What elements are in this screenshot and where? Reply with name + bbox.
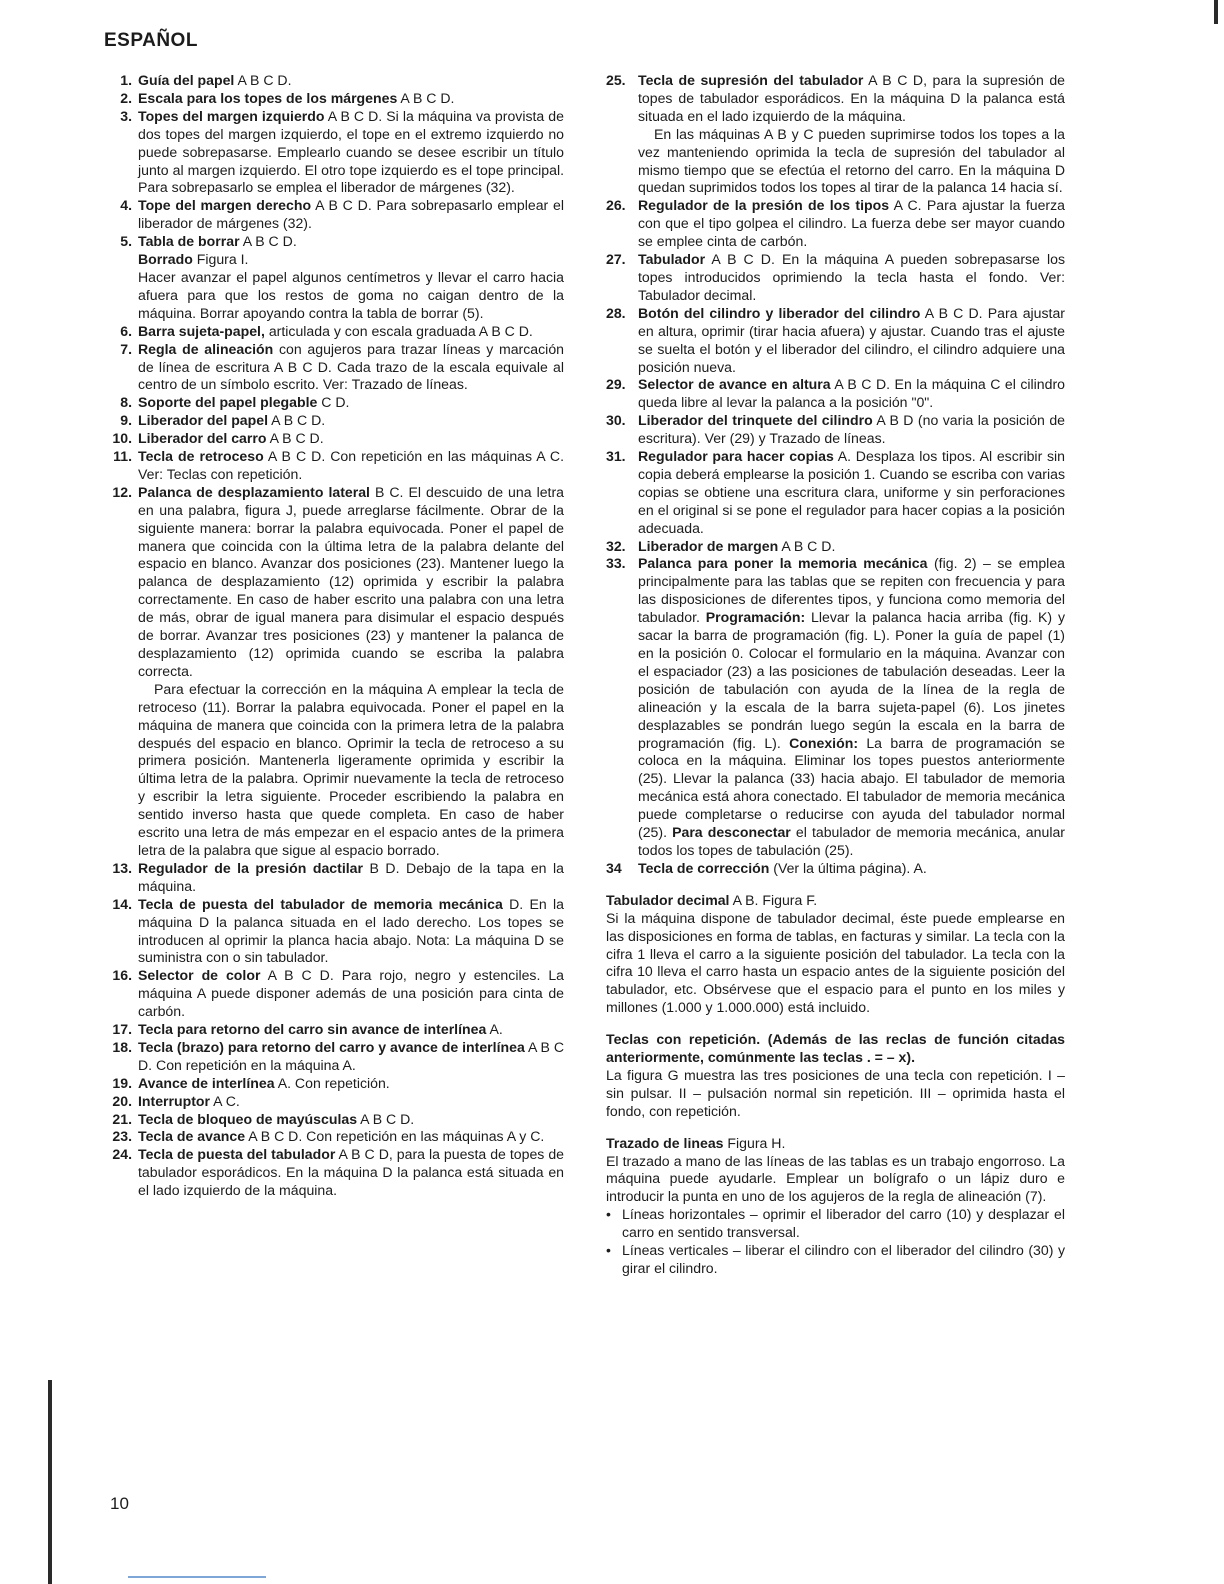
- list-item: [606, 197, 1065, 251]
- item-number: 1.: [120, 72, 132, 88]
- item-text: articulada y con escala graduada A B C D.: [264, 322, 533, 339]
- item-title: Barra sujeta-papel,: [138, 322, 265, 339]
- list-item: [106, 412, 564, 430]
- list-item: [106, 1146, 564, 1200]
- item-text: A B C D. En la máquina A pueden sobrepasarse los topes introducidos oprimiendo la tecla hasta el fondo. Ver: Tabulador decimal.: [638, 251, 1065, 303]
- section-text: A B. Figura F.: [729, 891, 818, 908]
- item-title: Tabulador: [638, 251, 706, 268]
- item-title: Regulador para hacer copias: [638, 448, 834, 465]
- page-heading: ESPAÑOL: [104, 30, 198, 51]
- item-number: 5.: [120, 233, 132, 250]
- item-title: Tecla de retroceso: [138, 448, 264, 465]
- item-number: 18.: [112, 1038, 132, 1055]
- right-column: [606, 72, 1065, 1278]
- list-item: [606, 376, 1065, 412]
- list-item: [106, 1075, 564, 1093]
- item-title: Tecla de bloqueo de mayúsculas: [138, 1110, 358, 1127]
- item-number: 2.: [120, 89, 132, 106]
- item-subtitle: Conexión:: [789, 734, 859, 751]
- list-item: [106, 896, 564, 968]
- item-text: A B C D.: [239, 233, 297, 250]
- list-item: [106, 1021, 564, 1039]
- item-title: Escala para los topes de los márgenes: [138, 89, 398, 106]
- item-number: 21.: [112, 1110, 132, 1127]
- list-item: [606, 72, 1065, 197]
- item-text: C D.: [317, 394, 350, 411]
- list-item: [106, 484, 564, 860]
- item-number: 29.: [606, 376, 626, 393]
- item-text: A B C D, para la supresión de topes de tabulador esporádicos. En la máquina D la palanca está situada en el lado izquierdo de la máquina.: [638, 72, 1065, 124]
- list-item: [606, 448, 1065, 538]
- list-item: [606, 860, 1065, 878]
- item-number: 10.: [112, 430, 132, 447]
- item-text: A B D (no varia la posición de escritura). Ver (29) y Trazado de líneas.: [638, 412, 1066, 447]
- list-item: [106, 72, 564, 90]
- item-title: Guía del papel: [138, 72, 235, 88]
- list-item: [106, 1111, 564, 1129]
- item-text: el tabulador de memoria mecánica, anular todos los topes de tabulación (25).: [638, 824, 1065, 858]
- section-repeat-keys: [606, 1031, 1065, 1121]
- item-title: Avance de interlínea: [138, 1074, 275, 1091]
- item-title: Liberador del trinquete del cilindro: [638, 412, 873, 429]
- page-edge-left: [48, 1380, 52, 1584]
- item-text: A B C D. Si la máquina va provista de dos topes del margen izquierdo, el tope en el extremo izquierdo no puede sobrepasarse. Emplearlo cuando se desee escribir un título junto al margen izquierdo. El otro tope izquierdo es el tope principal. Para sobrepasarlo se emplea el liberador de márgenes (32).: [138, 107, 564, 196]
- item-text: Llevar la palanca hacia arriba (fig. K) y sacar la barra de programación (fig. L). Poner la guía de papel (1) en la posición 0. Colocar el formulario en la máquina. Avanzar con el espaciador (23) a las posiciones de tabulación deseadas. Leer la posición de tabulación con ayuda de la línea de la regla de alineación y la escala de la barra sujeta-papel (6). Los jinetes desplazables se pondrán luego según la escala en la barra de programación (fig. L).: [638, 609, 1065, 751]
- item-paragraph: Hacer avanzar el papel algunos centímetros y llevar el carro hacia afuera para que los restos de goma no caigan dentro de la máquina. Borrar apoyando contra la tabla de borrar (5).: [138, 268, 564, 321]
- item-title: Tecla de supresión del tabulador: [638, 72, 864, 88]
- item-text: A B C D.: [397, 89, 455, 106]
- item-text: A C. Para ajustar la fuerza con que el tipo golpea el cilindro. La fuerza debe ser mayor cuando se emplee cinta de carbón.: [638, 197, 1065, 250]
- item-text: (fig. 2) – se emplea principalmente para las tablas que se repiten con frecuencia y para las disposiciones de diferentes tipos, y funciona como memoria del tabulador.: [638, 555, 1065, 626]
- item-number: 19.: [112, 1074, 132, 1091]
- item-number: 25.: [606, 72, 626, 88]
- list-item: [606, 555, 1065, 859]
- list-item: [106, 394, 564, 412]
- item-number: 7.: [120, 340, 132, 357]
- item-number: 23.: [112, 1128, 132, 1145]
- item-number: 24.: [112, 1146, 132, 1163]
- item-number: 17.: [112, 1021, 132, 1038]
- item-text: A B C D.: [778, 537, 836, 554]
- item-number: 4.: [120, 197, 132, 214]
- item-number: 28.: [606, 304, 626, 321]
- section-paragraph: La figura G muestra las tres posiciones de una tecla con repetición. I – sin pulsar. II – pulsación normal sin repetición. III – oprimida hasta el fondo, con repetición.: [606, 1066, 1065, 1119]
- item-number: 14.: [112, 895, 132, 912]
- list-item: [106, 860, 564, 896]
- item-text: A C.: [210, 1092, 240, 1109]
- item-text: A B C D.: [357, 1110, 415, 1127]
- section-title: Teclas con repetición. (Además de las reclas de función citadas anteriormente, comúnmente las teclas . = – x).: [606, 1031, 1065, 1066]
- item-title: Palanca para poner la memoria mecánica: [638, 555, 928, 572]
- item-text: (Ver la última página). A.: [769, 859, 927, 876]
- item-title: Topes del margen izquierdo: [138, 107, 325, 124]
- item-title: Regulador de la presión dactilar: [138, 859, 363, 876]
- section-paragraph: El trazado a mano de las líneas de las tablas es un trabajo engorroso. La máquina puede ayudarle. Emplear un bolígrafo o un lápiz duro e introducir la punta en uno de los agujeros de la regla de alineación (7).: [606, 1152, 1065, 1205]
- item-title: Tecla de corrección: [638, 859, 770, 876]
- list-item: [106, 323, 564, 341]
- item-title: Tecla de puesta del tabulador: [138, 1146, 336, 1163]
- list-item: [606, 305, 1065, 377]
- item-title: Soporte del papel plegable: [138, 394, 318, 411]
- item-number: 20.: [112, 1092, 132, 1109]
- item-text: A B C D.: [268, 412, 326, 429]
- item-number: 31.: [606, 448, 626, 465]
- item-number: 33.: [606, 555, 626, 572]
- item-subtitle: Borrado: [138, 251, 193, 268]
- item-text: D. En la máquina D la palanca situada en el lado derecho. Los topes se introducen al oprimir la planca hacia abajo. Nota: La máquina D se suministra con o sin tabulador.: [138, 895, 564, 966]
- list-item: [606, 538, 1065, 556]
- list-item: [106, 90, 564, 108]
- section-line-drawing: [606, 1135, 1065, 1278]
- list-item: [106, 197, 564, 233]
- item-number: 27.: [606, 251, 626, 268]
- bullet-text: Líneas horizontales – oprimir el liberador del carro (10) y desplazar el carro en sentido transversal.: [622, 1206, 1065, 1241]
- item-title: Tecla de puesta del tabulador de memoria mecánica: [138, 895, 503, 912]
- item-text: B C. El descuido de una letra en una palabra, figura J, puede arreglarse fácilmente. Obrar de la siguiente manera: borrar la palabra equivocada. Poner el papel de manera que coincida con la última letra de la palabra delante del espacio en blanco. Avanzar dos posiciones (23). Mantener luego la palanca de desplazamiento (12) oprimida y escribir la palabra correctamente. En caso de haber escrito una palabra con una letra de más, obrar de igual manera para disimular el espacio después de borrar. Avanzar tres posiciones (23) y mantener la palanca de desplazamiento (12) oprimida cuando se escriba la palabra correcta.: [138, 483, 564, 679]
- item-text: A B C D, para la puesta de topes de tabulador esporádicos. En la máquina D la palanca está situada en el lado izquierdo de la máquina.: [138, 1146, 564, 1199]
- item-number: 30.: [606, 412, 626, 429]
- list-item: [106, 108, 564, 198]
- item-title: Interruptor: [138, 1092, 211, 1109]
- item-text: A B C D. Para rojo, negro y estenciles. La máquina A puede disponer además de una posición para cinta de carbón.: [138, 967, 565, 1020]
- item-number: 16.: [112, 967, 132, 984]
- left-column: [106, 72, 564, 1200]
- item-title: Liberador del papel: [138, 412, 269, 429]
- item-subtitle: Programación:: [705, 609, 806, 626]
- item-title: Tecla (brazo) para retorno del carro y avance de interlínea: [138, 1038, 525, 1055]
- section-paragraph: Si la máquina dispone de tabulador decimal, éste puede emplearse en las disposiciones en forma de tablas, en facturas y similar. La tecla con la cifra 1 lleva el carro a la siguiente posición del tabulador. La tecla con la cifra 10 lleva el carro hasta un espacio antes de la siguiente posición del tabulador, etc. Obsérvese que el espacio para el punto en los miles y millones (1.000 y 1.000.000) está incluido.: [606, 909, 1065, 1016]
- item-number: 12.: [112, 483, 132, 500]
- item-text: B D. Debajo de la tapa en la máquina.: [138, 859, 564, 894]
- item-number: 6.: [120, 322, 132, 339]
- list-item: [106, 1093, 564, 1111]
- item-subtitle: Para desconectar: [672, 824, 791, 841]
- item-title: Liberador del carro: [138, 430, 267, 447]
- item-text: A B C D. Con repetición en la máquina A.: [138, 1038, 565, 1073]
- item-title: Tabla de borrar: [138, 233, 240, 250]
- bullet-icon: •: [606, 1206, 611, 1223]
- page-edge-right: [1214, 0, 1218, 24]
- page-edge-bottom: [128, 1576, 266, 1578]
- item-text: A B C D.: [234, 72, 292, 88]
- item-paragraph: Para efectuar la corrección en la máquina A emplear la tecla de retroceso (11). Borrar la palabra equivocada. Poner el papel en la máquina de manera que coincida con la primera letra de la palabra después del espacio en blanco. Oprimir la tecla de retroceso a su primera posición. Mantenerla ligeramente oprimida y escribir la última letra de la palabra. Oprimir nuevamente la tecla de retroceso y escribir la letra siguiente. Proceder escribiendo la palabra en sentido inverso hasta que quede completa. En caso de haber escrito una letra de más empezar en el espacio antes de la primera letra de la palabra que sigue al espacio borrado.: [138, 680, 564, 858]
- bullet-item: [606, 1242, 1065, 1278]
- item-title: Botón del cilindro y liberador del cilindro: [638, 304, 921, 321]
- item-number: 9.: [120, 412, 132, 429]
- item-title: Regla de alineación: [138, 340, 274, 357]
- item-number: 34: [606, 859, 622, 876]
- item-text: A B C D. Para sobrepasarlo emplear el liberador de márgenes (32).: [138, 197, 565, 232]
- section-title: Tabulador decimal: [606, 891, 730, 908]
- item-text: A B C D. En la máquina C el cilindro queda libre al levar la palanca a la posición "0".: [638, 376, 1066, 411]
- item-text: A B C D. Con repetición en las máquinas A C. Ver: Teclas con repetición.: [138, 448, 565, 482]
- list-item: [106, 1128, 564, 1146]
- item-number: 13.: [112, 859, 132, 876]
- item-text: A B C D. Para ajustar en altura, oprimir (tirar hacia afuera) y ajustar. Cuando tras el ajuste se suelta el botón y el liberador del cilindro, el cilindro adquiere una posición nueva.: [638, 304, 1065, 375]
- item-number: 26.: [606, 197, 626, 214]
- bullet-item: [606, 1206, 1065, 1242]
- section-title: Trazado de lineas: [606, 1134, 724, 1151]
- item-text: A. Desplaza los tipos. Al escribir sin copia deberá emplearse la posición 1. Cuando se escriba con varias copias se obtiene una escritura clara, uniforme y sin perforaciones en el original si se pone el regulador para hacer copias a la posición adecuada.: [638, 448, 1065, 536]
- list-item: [606, 412, 1065, 448]
- list-item: [106, 233, 564, 323]
- list-item: [606, 251, 1065, 305]
- list-item: [106, 1039, 564, 1075]
- item-text: A B C D.: [266, 430, 324, 447]
- item-text: A B C D. Con repetición en las máquinas A y C.: [245, 1128, 545, 1145]
- item-title: Selector de color: [138, 967, 261, 984]
- list-item: [106, 341, 564, 395]
- item-number: 11.: [113, 448, 132, 465]
- list-item: [106, 430, 564, 448]
- item-title: Selector de avance en altura: [638, 376, 831, 393]
- item-title: Tecla para retorno del carro sin avance de interlínea: [138, 1021, 487, 1038]
- list-item: [106, 967, 564, 1021]
- page-number: 10: [110, 1494, 129, 1513]
- item-number: 32.: [606, 537, 626, 554]
- item-number: 8.: [120, 394, 132, 411]
- section-decimal-tab: [606, 892, 1065, 1017]
- item-title: Tecla de avance: [138, 1128, 246, 1145]
- item-title: Liberador de margen: [638, 537, 779, 554]
- item-number: 3.: [120, 107, 132, 124]
- list-item: [106, 448, 564, 484]
- bullet-icon: •: [606, 1242, 611, 1259]
- item-title: Tope del margen derecho: [138, 197, 312, 214]
- item-title: Palanca de desplazamiento lateral: [138, 483, 370, 500]
- bullet-text: Líneas verticales – liberar el cilindro con el liberador del cilindro (30) y girar el cilindro.: [622, 1242, 1065, 1276]
- item-text: A. Con repetición.: [274, 1074, 390, 1091]
- item-paragraph: En las máquinas A B y C pueden suprimirse todos los topes a la vez manteniendo oprimida la tecla de supresión del tabulador al mismo tiempo que se efectúa el retorno del carro. En la máquina D quedan suprimidos todos los topes al tirar de la palanca 14 hacia sí.: [638, 125, 1065, 196]
- item-text: A.: [486, 1021, 503, 1038]
- item-text: La barra de programación se coloca en la máquina. Eliminar los topes puestos anteriormente (25). Llevar la palanca (33) hacia abajo. El tabulador de memoria mecánica está ahora conectado. El tabulador de memoria mecánica puede completarse o reducirse con ayuda del tabulador normal (25).: [638, 734, 1065, 841]
- section-text: Figura H.: [723, 1134, 786, 1151]
- item-text: con agujeros para trazar líneas y marcación de línea de escritura A B C D. Cada trazo de la escala equivale al centro de un símbolo escrito. Ver: Trazado de líneas.: [138, 340, 564, 393]
- item-title: Regulador de la presión de los tipos: [638, 197, 890, 214]
- item-text: Figura I.: [192, 251, 249, 268]
